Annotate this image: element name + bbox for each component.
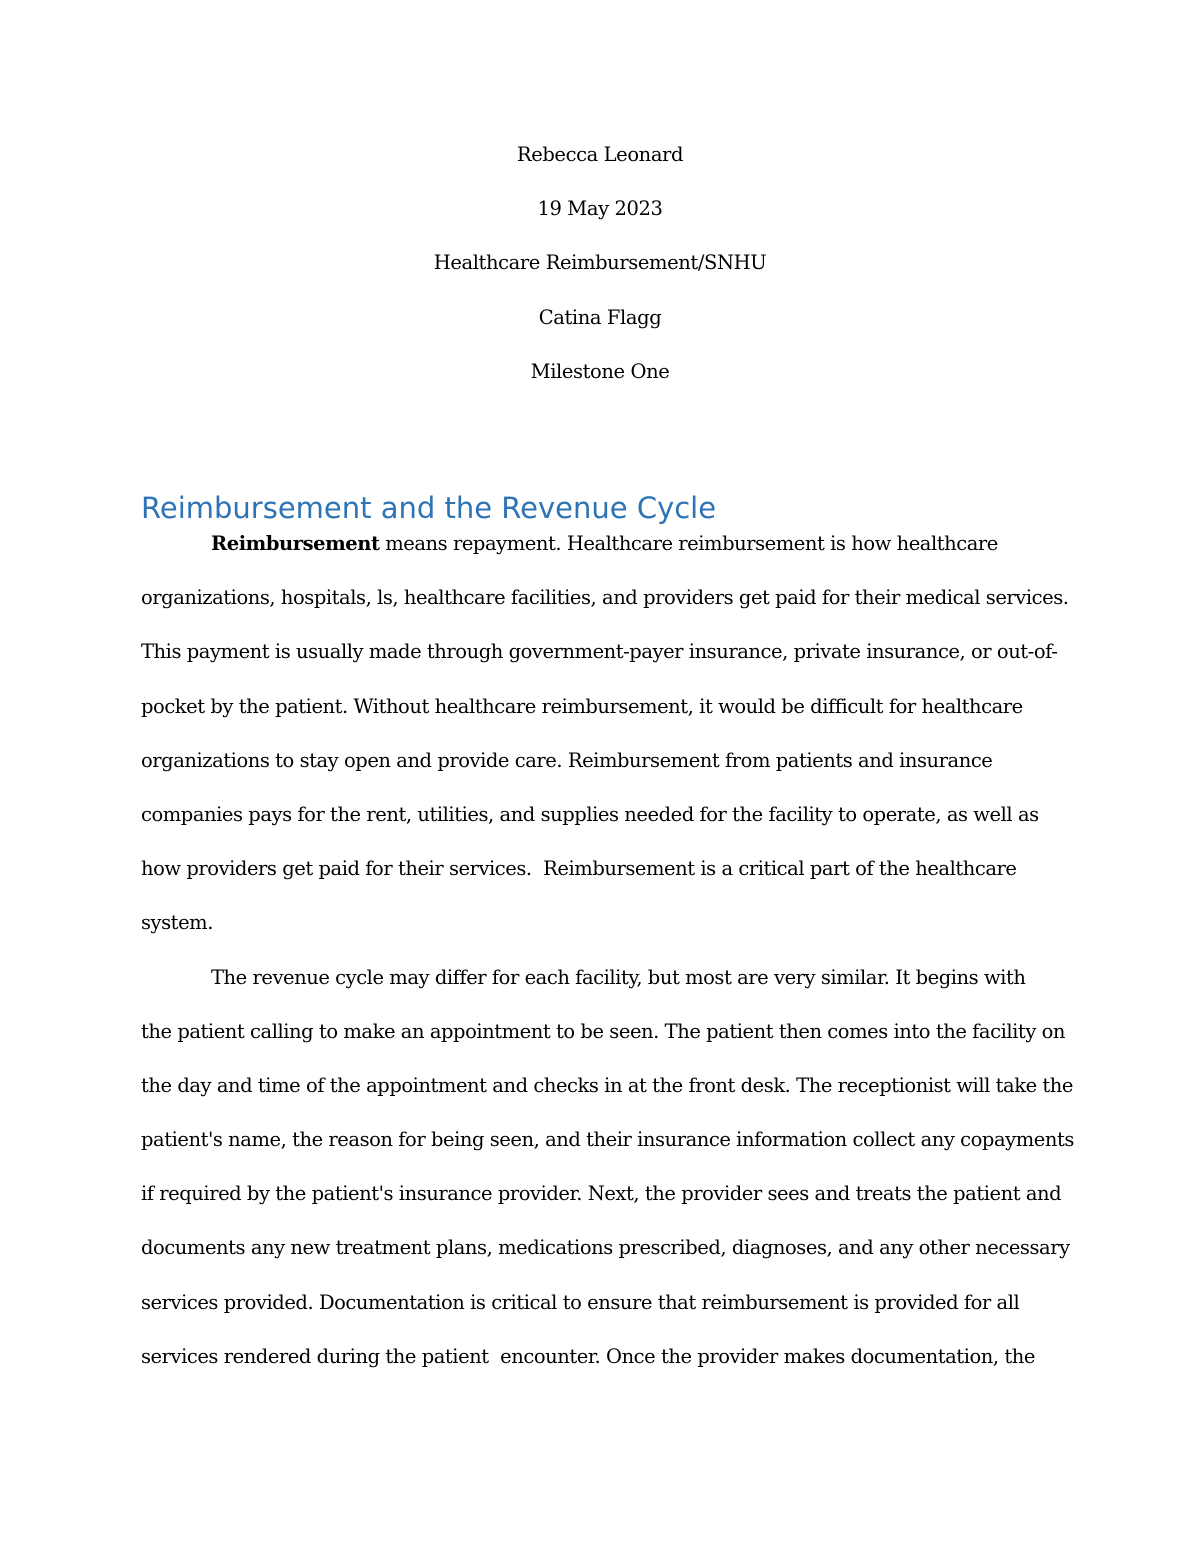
title-block — [0, 138, 1200, 409]
paragraph-1-line-8: system. — [141, 911, 213, 935]
paragraph-1-line-7: how providers get paid for their services. Reimbursement is a critical part of the healthcare — [141, 857, 1017, 881]
paragraph-1-line-5: organizations to stay open and provide care. Reimbursement from patients and insurance — [141, 748, 993, 772]
paragraph-2-line-6: documents any new treatment plans, medications prescribed, diagnoses, and any other necessary — [141, 1236, 1070, 1260]
paragraph-1-line-6: companies pays for the rent, utilities, and supplies needed for the facility to operate, as well as — [141, 802, 1039, 826]
paragraph-1-line-1 — [141, 526, 1071, 580]
assignment-title: Milestone One — [530, 359, 670, 383]
paragraph-2-line-4: patient's name, the reason for being seen, and their insurance information collect any copayments — [141, 1128, 1074, 1152]
document-date: 19 May 2023 — [537, 197, 663, 221]
instructor-name: Catina Flagg — [538, 305, 662, 329]
lead-term: Reimbursement — [211, 532, 380, 555]
paragraph-2-line-7: services provided. Documentation is critical to ensure that reimbursement is provided for all — [141, 1290, 1020, 1314]
paragraph-1-line-3: This payment is usually made through government-payer insurance, private insurance, or out-of- — [141, 640, 1058, 664]
paragraph-2-line-8: services rendered during the patient encounter. Once the provider makes documentation, the — [141, 1344, 1035, 1368]
paragraph-1-line-4: pocket by the patient. Without healthcare reimbursement, it would be difficult for healthcare — [141, 694, 1023, 718]
paragraph-1-line-1-text: means repayment. Healthcare reimbursement is how healthcare — [379, 532, 998, 555]
paragraph-1-line-2: organizations, hospitals, ls, healthcare facilities, and providers get paid for their medical services. — [141, 586, 1069, 610]
paragraph-2-line-1: The revenue cycle may differ for each facility, but most are very similar. It begins with — [211, 965, 1026, 989]
author-name: Rebecca Leonard — [516, 143, 684, 166]
body-text — [141, 526, 1074, 1393]
course-name: Healthcare Reimbursement/SNHU — [433, 251, 767, 275]
paragraph-2-line-5: if required by the patient's insurance provider. Next, the provider sees and treats the patient and — [141, 1182, 1062, 1206]
paragraph-2-line-2: the patient calling to make an appointment to be seen. The patient then comes into the facility on — [141, 1019, 1066, 1043]
paragraph-2-line-3: the day and time of the appointment and checks in at the front desk. The receptionist will take the — [141, 1073, 1073, 1097]
section-heading: Reimbursement and the Revenue Cycle — [141, 491, 717, 525]
